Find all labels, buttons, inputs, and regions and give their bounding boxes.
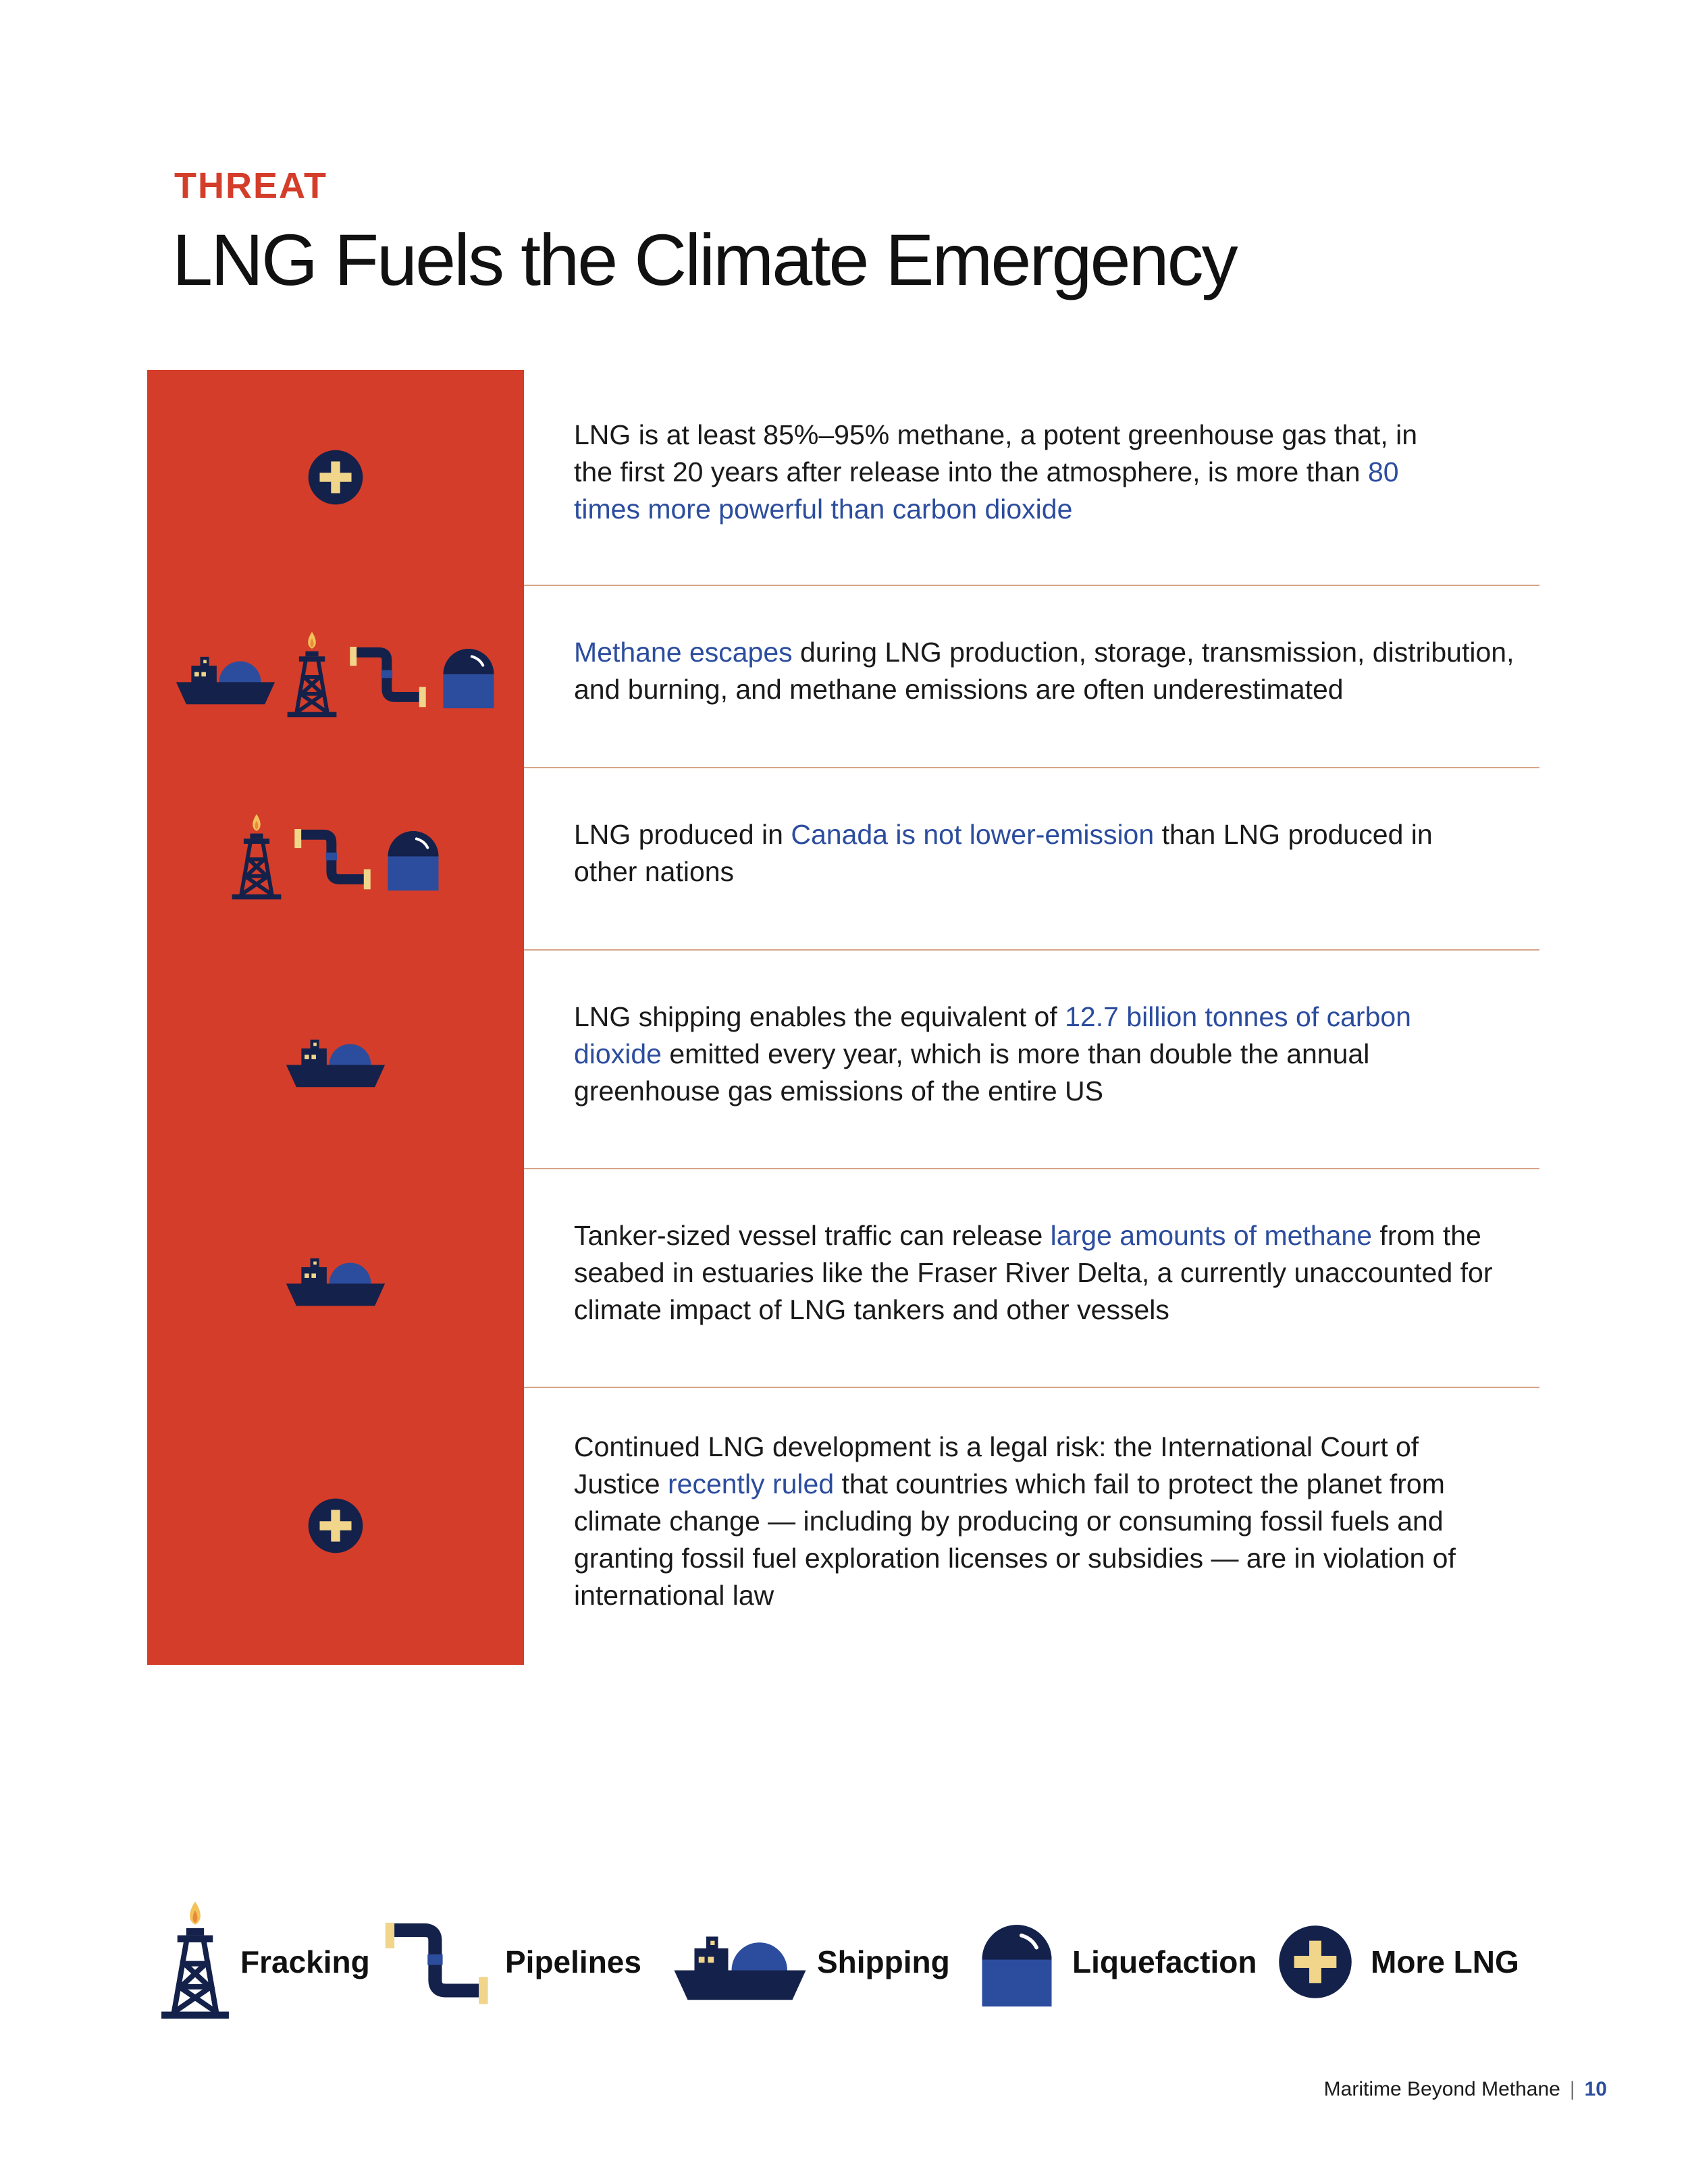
pipeline-icon xyxy=(292,824,376,892)
fracking-rig-icon xyxy=(230,813,283,903)
row-text: during LNG production, storage, transmission, distribution, and burning, and methane emissions are often underestimated xyxy=(574,637,1514,705)
row-text: LNG produced in xyxy=(574,819,791,850)
row-text: that countries which fail to protect the planet from climate change — including by producing or consuming fossil fuels and granting fossil fuel exploration licenses or subsidies — are in violation of international law xyxy=(574,1468,1456,1611)
threat-row xyxy=(147,1168,1539,1387)
row-text-cell xyxy=(524,767,1539,949)
page-footer xyxy=(1324,2078,1607,2101)
pipeline-icon xyxy=(382,1917,496,2007)
row-text-cell xyxy=(524,1168,1539,1387)
source-link[interactable]: recently ruled xyxy=(668,1468,835,1499)
ship-icon xyxy=(672,1919,808,2004)
threat-table xyxy=(147,370,1539,1665)
fracking-rig-icon xyxy=(159,1900,231,2024)
liquefaction-tank-icon xyxy=(441,640,496,712)
row-icon-cell xyxy=(147,1387,524,1665)
liquefaction-tank-icon xyxy=(979,1913,1055,2011)
ship-icon xyxy=(285,1027,386,1090)
publication-name: Maritime Beyond Methane xyxy=(1323,2078,1560,2100)
row-icon-cell xyxy=(147,370,524,585)
page-title: LNG Fuels the Climate Emergency xyxy=(172,219,1236,300)
source-link[interactable]: 80 times more powerful than carbon dioxide xyxy=(574,456,1399,525)
liquefaction-tank-icon xyxy=(386,822,441,894)
footer-separator: | xyxy=(1569,2078,1575,2100)
source-link[interactable]: 12.7 billion tonnes of carbon dioxide xyxy=(574,1001,1411,1069)
legend-item-shipping xyxy=(672,1894,950,2029)
row-text: Tanker-sized vessel traffic can release xyxy=(574,1219,1051,1251)
section-eyebrow: THREAT xyxy=(174,165,327,206)
legend-item-liquefaction xyxy=(979,1894,1257,2029)
source-link[interactable]: Methane escapes xyxy=(574,637,793,668)
legend-label: Shipping xyxy=(817,1944,950,1979)
row-text-cell xyxy=(524,1387,1539,1665)
icon-legend xyxy=(159,1894,1537,2029)
legend-label: Liquefaction xyxy=(1072,1944,1257,1979)
row-icon-cell xyxy=(147,1168,524,1387)
row-text-cell xyxy=(524,370,1539,585)
pipeline-icon xyxy=(348,642,431,710)
row-icon-cell xyxy=(147,767,524,949)
source-link[interactable]: large amounts of methane xyxy=(1050,1219,1373,1251)
legend-label: Fracking xyxy=(240,1944,370,1979)
source-link[interactable]: Canada is not lower-emission xyxy=(791,819,1155,850)
legend-item-pipelines xyxy=(382,1894,641,2029)
page-number: 10 xyxy=(1584,2078,1607,2100)
ship-icon xyxy=(175,644,276,708)
row-text-cell xyxy=(524,585,1539,767)
fracking-rig-icon xyxy=(286,631,338,721)
row-text: LNG is at least 85%–95% methane, a potent greenhouse gas that, in the first 20 years after release into the atmosphere, is more than xyxy=(574,419,1418,487)
more-lng-icon xyxy=(307,449,364,506)
row-text: LNG shipping enables the equivalent of xyxy=(574,1001,1065,1032)
threat-row xyxy=(147,949,1539,1168)
row-icon-cell xyxy=(147,949,524,1168)
threat-row xyxy=(147,1387,1539,1665)
legend-label: Pipelines xyxy=(505,1944,641,1979)
more-lng-icon xyxy=(1277,1924,1353,2000)
threat-row xyxy=(147,585,1539,767)
row-text: Continued LNG development is a legal risk: the International Court of Justice xyxy=(574,1431,1419,1499)
legend-item-more-lng xyxy=(1277,1894,1519,2029)
row-text: emitted every year, which is more than double the annual greenhouse gas emissions of the entire US xyxy=(574,1038,1370,1107)
more-lng-icon xyxy=(307,1497,364,1554)
row-text: than LNG produced in other nations xyxy=(574,819,1433,887)
threat-row xyxy=(147,370,1539,585)
row-text: from the seabed in estuaries like the Fraser River Delta, a currently unaccounted for climate impact of LNG tankers and other vessels xyxy=(574,1219,1493,1325)
row-text-cell xyxy=(524,949,1539,1168)
row-icon-cell xyxy=(147,585,524,767)
legend-item-fracking xyxy=(159,1894,370,2029)
ship-icon xyxy=(285,1246,386,1309)
legend-label: More LNG xyxy=(1371,1944,1519,1979)
threat-row xyxy=(147,767,1539,949)
